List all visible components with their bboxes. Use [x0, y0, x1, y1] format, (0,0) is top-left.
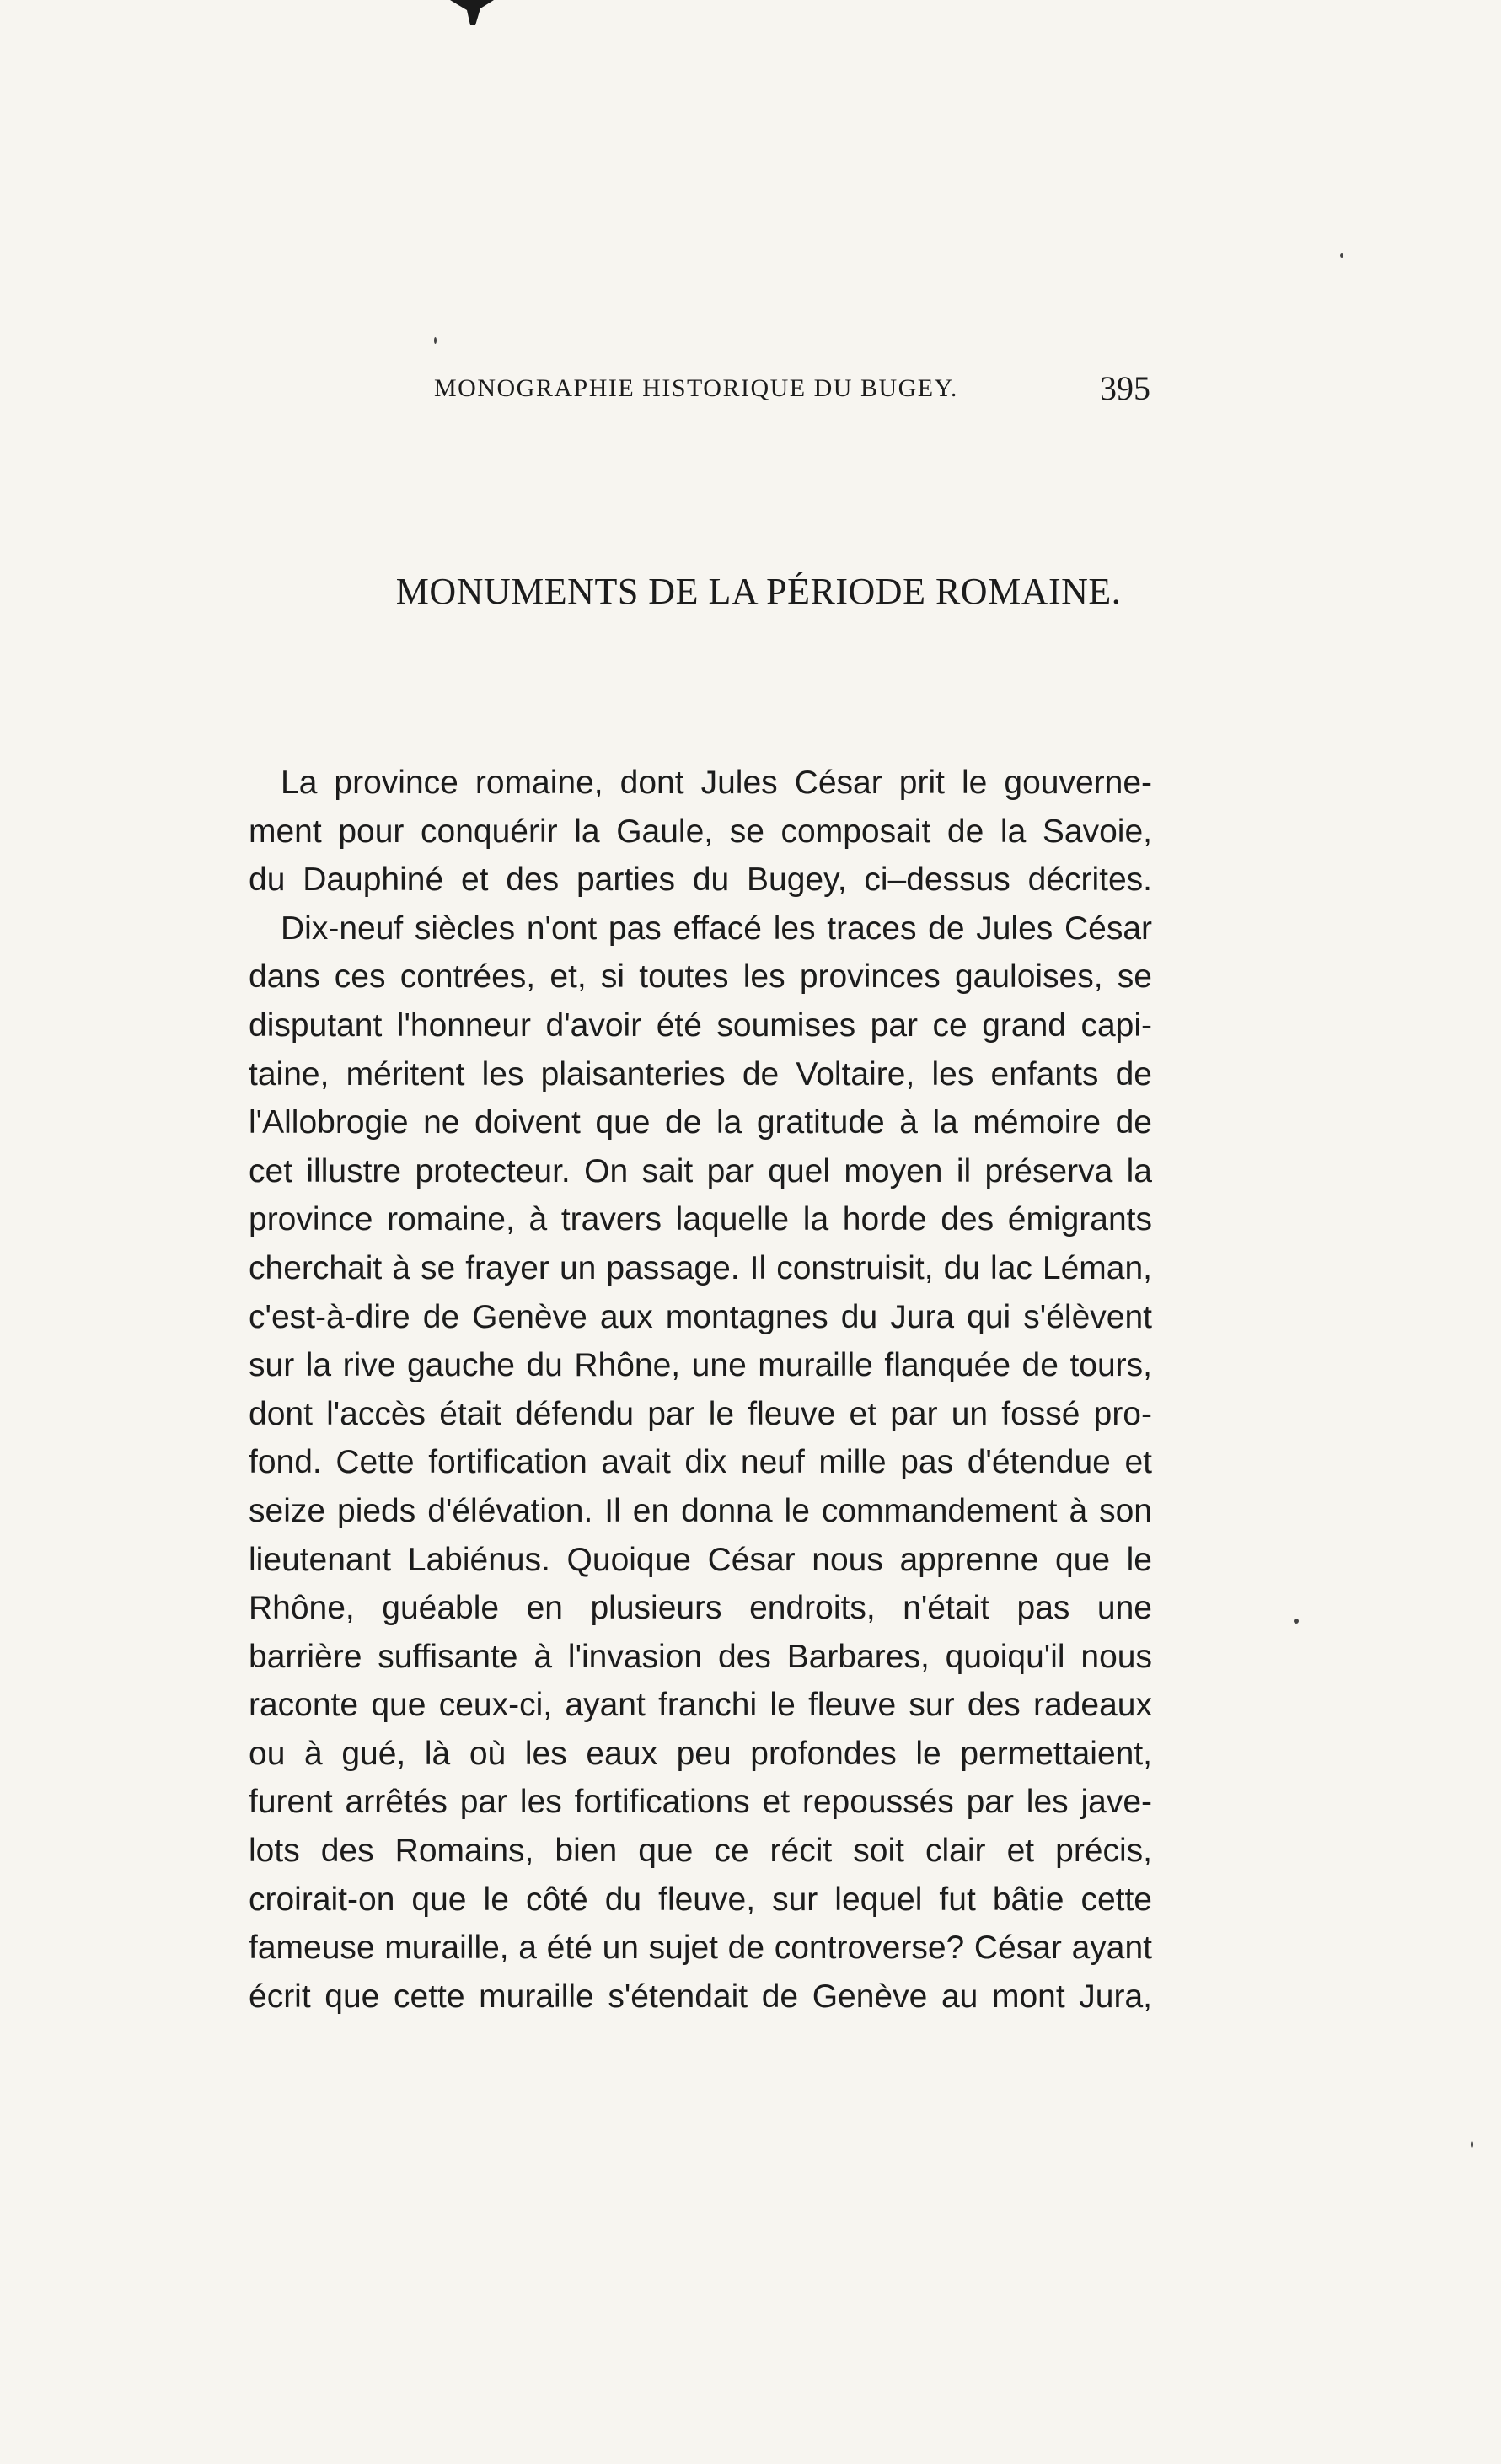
text-line: lieutenant Labiénus. Quoique César nous apprenne que le — [249, 1541, 1152, 1578]
text-line: c'est-à-dire de Genève aux montagnes du Jura qui s'élèvent — [249, 1298, 1152, 1335]
text-line: disputant l'honneur d'avoir été soumises par ce grand capi- — [249, 1007, 1152, 1044]
text-line: raconte que ceux-ci, ayant franchi le fleuve sur des radeaux — [249, 1687, 1152, 1724]
text-line: ment pour conquérir la Gaule, se composait de la Savoie, — [249, 813, 1152, 850]
scan-speck — [1294, 1619, 1299, 1624]
text-line: Rhône, guéable en plusieurs endroits, n'était pas une — [249, 1590, 1152, 1627]
page-number: 395 — [1100, 369, 1150, 407]
scan-speck — [434, 337, 437, 344]
text-line: fond. Cette fortification avait dix neuf mille pas d'étendue et — [249, 1444, 1152, 1481]
running-head-title: MONOGRAPHIE HISTORIQUE DU BUGEY. — [434, 374, 958, 402]
text-line: lots des Romains, bien que ce récit soit clair et précis, — [249, 1833, 1152, 1870]
text-line: écrit que cette muraille s'étendait de Genève au mont Jura, — [249, 1978, 1152, 2015]
text-line: du Dauphiné et des parties du Bugey, ci–dessus décrites. — [249, 862, 1152, 899]
chapter-title: MONUMENTS DE LA PÉRIODE ROMAINE. — [395, 571, 1122, 612]
scan-speck — [1471, 2141, 1473, 2148]
text-line: furent arrêtés par les fortifications et repoussés par les jave- — [249, 1784, 1152, 1821]
text-line: Dix-neuf siècles n'ont pas effacé les traces de Jules César — [281, 910, 1152, 947]
text-line: cherchait à se frayer un passage. Il construisit, du lac Léman, — [249, 1249, 1152, 1286]
text-line: La province romaine, dont Jules César prit le gouverne- — [281, 765, 1152, 801]
text-line: ou à gué, là où les eaux peu profondes le permettaient, — [249, 1735, 1152, 1772]
text-line: dont l'accès était défendu par le fleuve et par un fossé pro- — [249, 1395, 1152, 1432]
text-line: barrière suffisante à l'invasion des Barbares, quoiqu'il nous — [249, 1638, 1152, 1675]
text-line: sur la rive gauche du Rhône, une muraille flanquée de tours, — [249, 1347, 1152, 1384]
scan-artifact-mark — [447, 0, 497, 27]
text-line: croirait-on que le côté du fleuve, sur lequel fut bâtie cette — [249, 1881, 1152, 1918]
text-line: fameuse muraille, a été un sujet de controverse? César ayant — [249, 1930, 1152, 1967]
text-line: seize pieds d'élévation. Il en donna le commandement à son — [249, 1492, 1152, 1529]
scan-speck — [1340, 253, 1343, 258]
text-line: cet illustre protecteur. On sait par quel moyen il préserva la — [249, 1152, 1152, 1189]
body-paragraphs — [249, 759, 1152, 2021]
text-line: l'Allobrogie ne doivent que de la gratitude à la mémoire de — [249, 1104, 1152, 1141]
text-line: dans ces contrées, et, si toutes les provinces gauloises, se — [249, 958, 1152, 996]
text-line: province romaine, à travers laquelle la horde des émigrants — [249, 1201, 1152, 1238]
running-head — [434, 368, 1150, 410]
text-line: taine, méritent les plaisanteries de Voltaire, les enfants de — [249, 1055, 1152, 1092]
